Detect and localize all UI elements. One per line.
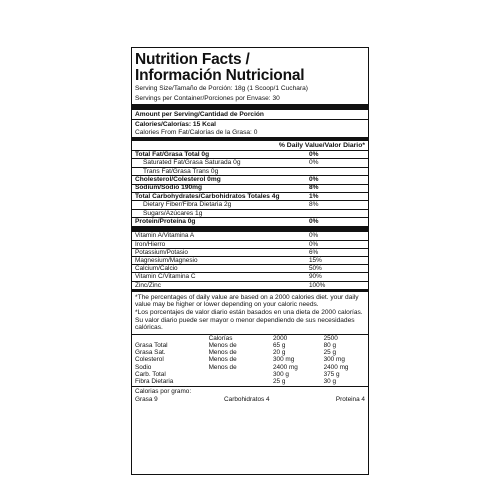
vitamin-name: Potassium/Potasio [135, 248, 188, 256]
vitamin-row [132, 256, 368, 264]
vitamin-name: Vitamin A/Vitamina A [135, 231, 195, 239]
servings-per-container: Servings per Container/Porciones por Envase: 30 [135, 94, 280, 102]
nutrient-row [132, 158, 368, 166]
nutrient-name: Saturated Fat/Grasa Saturada 0g [143, 159, 241, 167]
vitamin-percent: 100% [309, 281, 326, 289]
dv-table-cell: 2400 mg [272, 363, 298, 371]
nutrient-percent: 0% [309, 159, 319, 167]
nutrient-name: Cholesterol/Colesterol 0mg [135, 175, 221, 183]
nutrient-row [132, 167, 368, 175]
serving-size: Serving Size/Tamaño de Porción: 18g (1 Scoop/1 Cuchara) [135, 85, 308, 92]
dv-table-row [135, 349, 365, 356]
dv-table-cell [135, 335, 209, 342]
calories-per-gram-values [135, 396, 365, 403]
nutrient-name: Dietary Fiber/Fibra Dietaria 2g [143, 201, 232, 209]
nutrient-list [135, 150, 365, 226]
dv-table-cell: 65 g [272, 342, 286, 349]
vitamin-name: Zinc/Zinc [135, 281, 161, 289]
dv-table-cell: Grasa Total [135, 342, 168, 349]
vitamin-row [132, 272, 368, 280]
dv-table-row [135, 342, 365, 349]
dv-table-cell: 2000 [272, 334, 288, 342]
dv-table-cell: Menos de [208, 349, 237, 357]
dv-table-cell: Sodio [135, 363, 152, 371]
dv-table-cell: Fibra Dietaria [135, 378, 174, 386]
calories-from-fat: Calories From Fat/Calorías de la Grasa: 0 [135, 128, 258, 136]
nutrient-percent: 0% [309, 175, 319, 183]
fat-cal-per-gram: Grasa 9 [135, 395, 158, 403]
nutrient-row [132, 184, 368, 192]
vitamin-percent: 50% [309, 265, 322, 273]
nutrient-row [132, 209, 368, 217]
footnote-es: *Los porcentajes de valor diario están basados en una dieta de 2000 calorías. Su valor diario puede ser mayor o menor dependiendo de sus necesidades calóricas. [135, 309, 363, 332]
vitamin-name: Calcium/Calcio [135, 265, 178, 273]
label-title-es: Información Nutricional [135, 67, 305, 84]
dv-table-row [135, 378, 365, 385]
carb-cal-per-gram: Carbohidratos 4 [224, 395, 270, 403]
dv-table-cell: 300 mg [323, 356, 345, 364]
vitamin-percent: 6% [309, 248, 319, 256]
dv-table-cell [209, 371, 273, 378]
label-title-en: Nutrition Facts / [135, 51, 250, 68]
nutrient-name: Sugars/Azúcares 1g [143, 209, 203, 217]
vitamin-name: Magnesium/Magnesio [135, 257, 198, 265]
dv-table-cell: Grasa Sat. [135, 349, 166, 357]
dv-table-header [135, 335, 365, 342]
vitamin-row [132, 240, 368, 248]
nutrient-percent: 8% [309, 184, 319, 192]
nutrient-row [132, 192, 368, 200]
dv-table-cell: 300 mg [272, 356, 295, 364]
nutrient-name: Sodium/Sodio 190mg [135, 184, 203, 192]
vitamin-percent: 0% [309, 231, 319, 239]
dv-table-row [135, 364, 365, 371]
nutrient-row [132, 200, 368, 208]
daily-value-table [135, 335, 365, 385]
nutrient-percent: 0% [309, 150, 319, 158]
footnote-en: *The percentages of daily value are based on a 2000 calories diet. your daily value may be higher or lower depending on your caloric needs. [135, 293, 359, 309]
dv-table-cell: 30 g [323, 378, 337, 386]
nutrition-label [131, 47, 369, 475]
calories-block [135, 120, 365, 137]
calories-per-gram: Calorias por gramo: [135, 388, 192, 396]
amount-per-serving: Amount per Serving/Cantidad de Porción [135, 111, 264, 119]
dv-table-cell: Menos de [208, 342, 237, 349]
dv-table-cell: 300 g [272, 370, 289, 378]
vitamin-percent: 90% [309, 273, 322, 281]
nutrient-percent: 0% [309, 217, 319, 225]
dv-table-cell: Colesterol [135, 356, 164, 364]
footnote [135, 292, 365, 334]
vitamin-list [135, 232, 365, 289]
vitamin-name: Iron/Hierro [135, 240, 166, 248]
vitamin-percent: 15% [309, 257, 322, 265]
dv-table-row [135, 371, 365, 378]
nutrient-name: Total Carbohydrates/Carbohidratos Totales 4g [135, 192, 280, 200]
dv-table-cell: Menos de [208, 356, 237, 364]
vitamin-row [132, 232, 368, 240]
vitamin-row [132, 281, 368, 289]
dv-table-cell: 20 g [272, 349, 286, 357]
dv-table-cell: Carb. Total [135, 370, 166, 378]
dv-table-cell: 25 g [272, 378, 286, 386]
dv-table-cell: 2400 mg [323, 363, 349, 371]
dv-table-cell: Calorías [208, 334, 233, 342]
vitamin-name: Vitamin C/Vitamina C [135, 273, 196, 281]
dv-table-row [135, 356, 365, 363]
dv-table-cell: 80 g [323, 342, 337, 349]
vitamin-row [132, 264, 368, 272]
vitamin-row [132, 248, 368, 256]
vitamin-percent: 0% [309, 240, 319, 248]
nutrient-name: Protein/Proteína 0g [135, 217, 196, 225]
nutrient-row [132, 175, 368, 183]
nutrient-percent: 8% [309, 201, 319, 209]
dv-table-cell: 375 g [323, 370, 340, 378]
calories: Calories/Calorías: 15 Kcal [135, 121, 216, 129]
nutrient-percent: 1% [309, 192, 319, 200]
protein-cal-per-gram: Proteina 4 [335, 395, 365, 403]
dv-table-cell: 25 g [323, 349, 337, 357]
daily-value-header: % Daily Value/Valor Diario* [132, 140, 368, 150]
nutrient-name: Trans Fat/Grasa Trans 0g [143, 167, 219, 175]
nutrient-row [132, 217, 368, 225]
dv-table-cell: 2500 [323, 334, 338, 342]
dv-table-cell [209, 378, 273, 385]
nutrient-row [132, 150, 368, 158]
dv-table-cell: Menos de [208, 363, 237, 371]
nutrient-name: Total Fat/Grasa Total 0g [135, 150, 210, 158]
